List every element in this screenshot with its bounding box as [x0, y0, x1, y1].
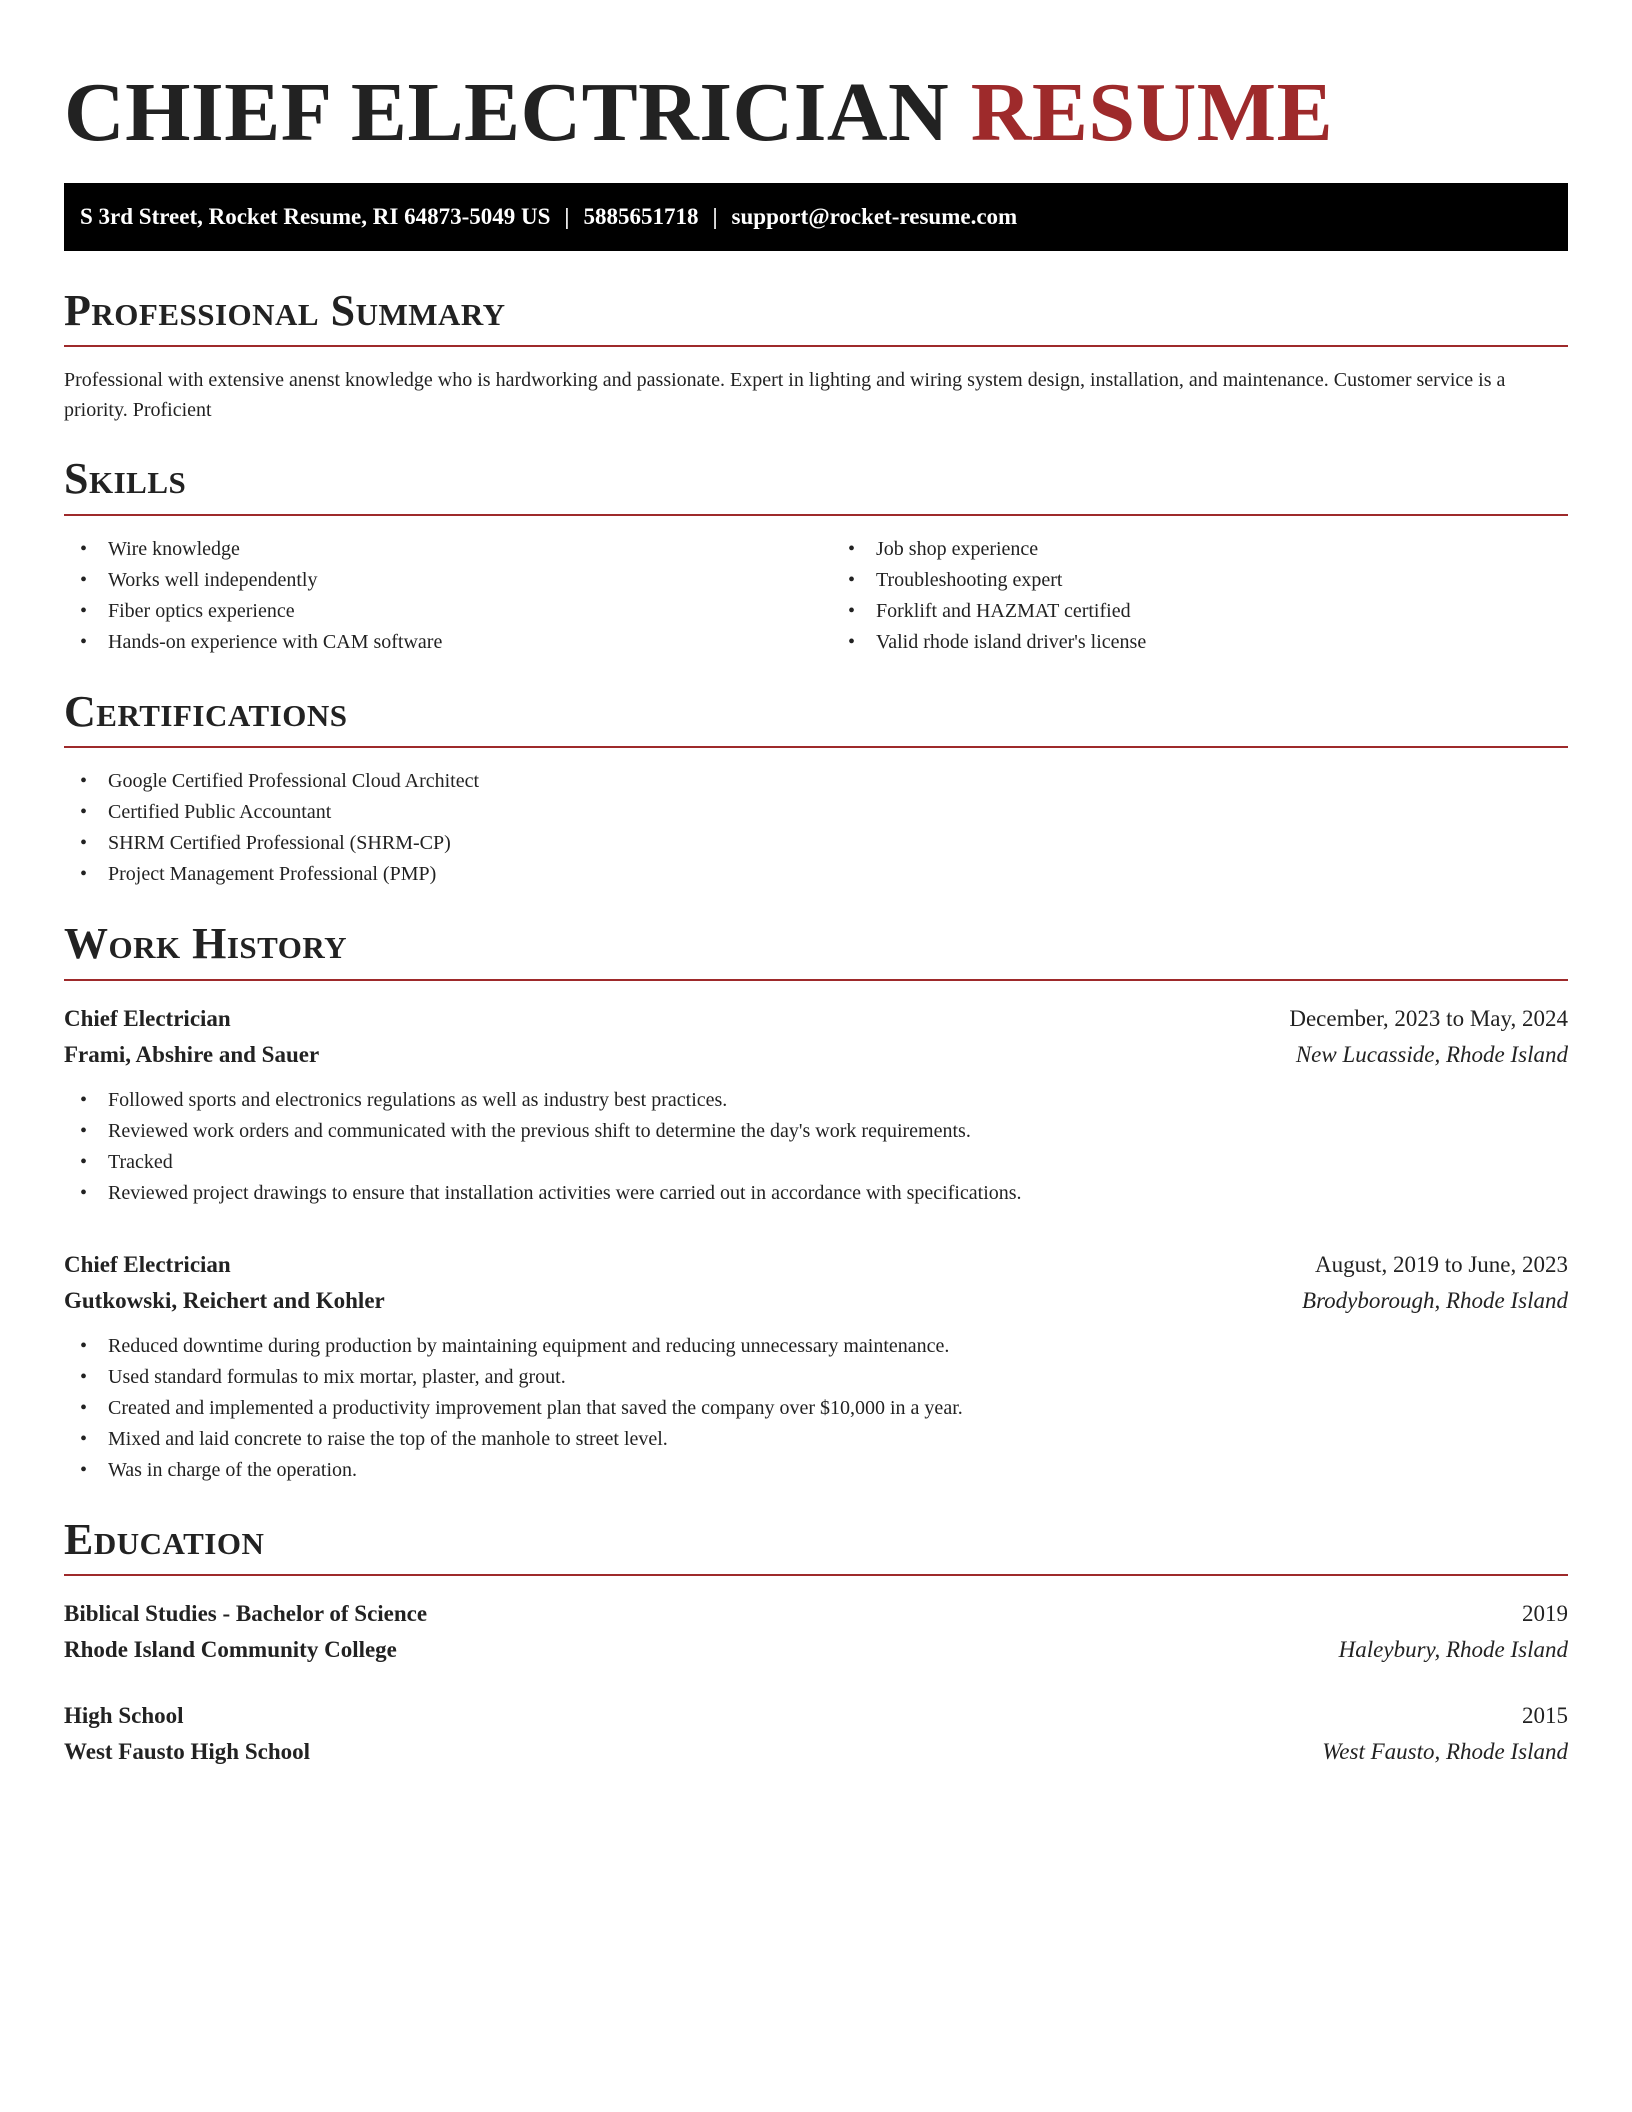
summary-text: Professional with extensive anenst knowledge who is hardworking and passionate. Expert in lighting and wiring system design, installation, and maintenance. Customer service is a priority. Proficient	[64, 369, 1506, 422]
job-duties-list	[64, 1331, 1568, 1486]
job-location: New Lucasside, Rhode Island	[1295, 1041, 1568, 1067]
section-certifications	[64, 688, 1568, 890]
education-year: 2019	[1522, 1600, 1568, 1626]
job-company-row	[64, 1037, 1568, 1073]
education-school-row	[64, 1632, 1568, 1668]
skill-item: • Job shop experience	[832, 534, 1584, 565]
section-heading-skills: Skills	[64, 455, 1568, 515]
job-company-row	[64, 1283, 1568, 1319]
skill-item: • Works well independently	[64, 565, 816, 596]
section-heading-certifications: Certifications	[64, 688, 1568, 748]
education-degree-row	[64, 1596, 1568, 1632]
job-duties-list	[64, 1085, 1568, 1209]
job-duty: • Followed sports and electronics regulations as well as industry best practices.	[64, 1085, 1568, 1116]
skill-item: • Valid rhode island driver's license	[832, 627, 1584, 658]
job-entry	[64, 1247, 1568, 1486]
job-title-row	[64, 1247, 1568, 1283]
section-heading-work-history: Work History	[64, 920, 1568, 980]
job-duty: • Mixed and laid concrete to raise the top of the manhole to street level.	[64, 1424, 1568, 1455]
job-title-row	[64, 1001, 1568, 1037]
skill-item: • Hands-on experience with CAM software	[64, 627, 816, 658]
section-work-history	[64, 920, 1568, 1485]
education-school-row	[64, 1734, 1568, 1770]
education-degree: Biblical Studies - Bachelor of Science	[64, 1600, 428, 1626]
job-title: Chief Electrician	[64, 1005, 231, 1031]
job-duty: • Created and implemented a productivity improvement plan that saved the company over $10,000 in a year.	[64, 1393, 1568, 1424]
section-heading-summary: Professional Summary	[64, 287, 1568, 347]
section-heading-education: Education	[64, 1516, 1568, 1576]
job-duty: • Reviewed project drawings to ensure that installation activities were carried out in accordance with specifications.	[64, 1178, 1568, 1209]
education-school: Rhode Island Community College	[64, 1636, 397, 1662]
contact-email: support@rocket-resume.com	[731, 204, 1018, 229]
section-summary	[64, 287, 1568, 425]
job-company: Gutkowski, Reichert and Kohler	[64, 1287, 385, 1313]
job-duty: • Tracked	[64, 1147, 1568, 1178]
job-entry	[64, 1001, 1568, 1209]
job-dates: December, 2023 to May, 2024	[1289, 1005, 1568, 1031]
job-duty: • Reviewed work orders and communicated with the previous shift to determine the day's work requirements.	[64, 1116, 1568, 1147]
section-skills	[64, 455, 1568, 657]
certifications-list	[64, 766, 1568, 890]
skills-list-right	[816, 534, 1584, 658]
section-education	[64, 1516, 1568, 1770]
job-location: Brodyborough, Rhode Island	[1302, 1287, 1568, 1313]
education-school: West Fausto High School	[64, 1738, 311, 1764]
education-entry	[64, 1698, 1568, 1770]
education-location: West Fausto, Rhode Island	[1322, 1738, 1568, 1764]
skills-grid	[64, 534, 1568, 658]
skill-item: • Forklift and HAZMAT certified	[832, 596, 1584, 627]
job-dates: August, 2019 to June, 2023	[1315, 1251, 1568, 1277]
certification-item: • Google Certified Professional Cloud Architect	[64, 766, 1568, 797]
education-degree: High School	[64, 1702, 184, 1728]
certification-item: • Project Management Professional (PMP)	[64, 859, 1568, 890]
contact-separator: |	[712, 204, 718, 229]
certification-item: • SHRM Certified Professional (SHRM-CP)	[64, 828, 1568, 859]
job-duty: • Was in charge of the operation.	[64, 1455, 1568, 1486]
contact-phone: 5885651718	[583, 204, 699, 229]
contact-separator: |	[564, 204, 570, 229]
contact-bar	[64, 183, 1568, 251]
job-duty: • Reduced downtime during production by maintaining equipment and reducing unnecessary maintenance.	[64, 1331, 1568, 1362]
job-title: Chief Electrician	[64, 1251, 231, 1277]
skills-list-left	[64, 534, 816, 658]
skill-item: • Wire knowledge	[64, 534, 816, 565]
certification-item: • Certified Public Accountant	[64, 797, 1568, 828]
skill-item: • Fiber optics experience	[64, 596, 816, 627]
skill-item: • Troubleshooting expert	[832, 565, 1584, 596]
job-duty: • Used standard formulas to mix mortar, plaster, and grout.	[64, 1362, 1568, 1393]
title-main: CHIEF ELECTRICIAN	[64, 66, 950, 159]
resume-title	[64, 60, 1568, 165]
education-year: 2015	[1522, 1702, 1568, 1728]
education-degree-row	[64, 1698, 1568, 1734]
education-entry	[64, 1596, 1568, 1668]
education-location: Haleybury, Rhode Island	[1338, 1636, 1568, 1662]
contact-address: S 3rd Street, Rocket Resume, RI 64873-5049 US	[80, 204, 551, 229]
title-accent: RESUME	[970, 66, 1334, 159]
job-company: Frami, Abshire and Sauer	[64, 1041, 320, 1067]
